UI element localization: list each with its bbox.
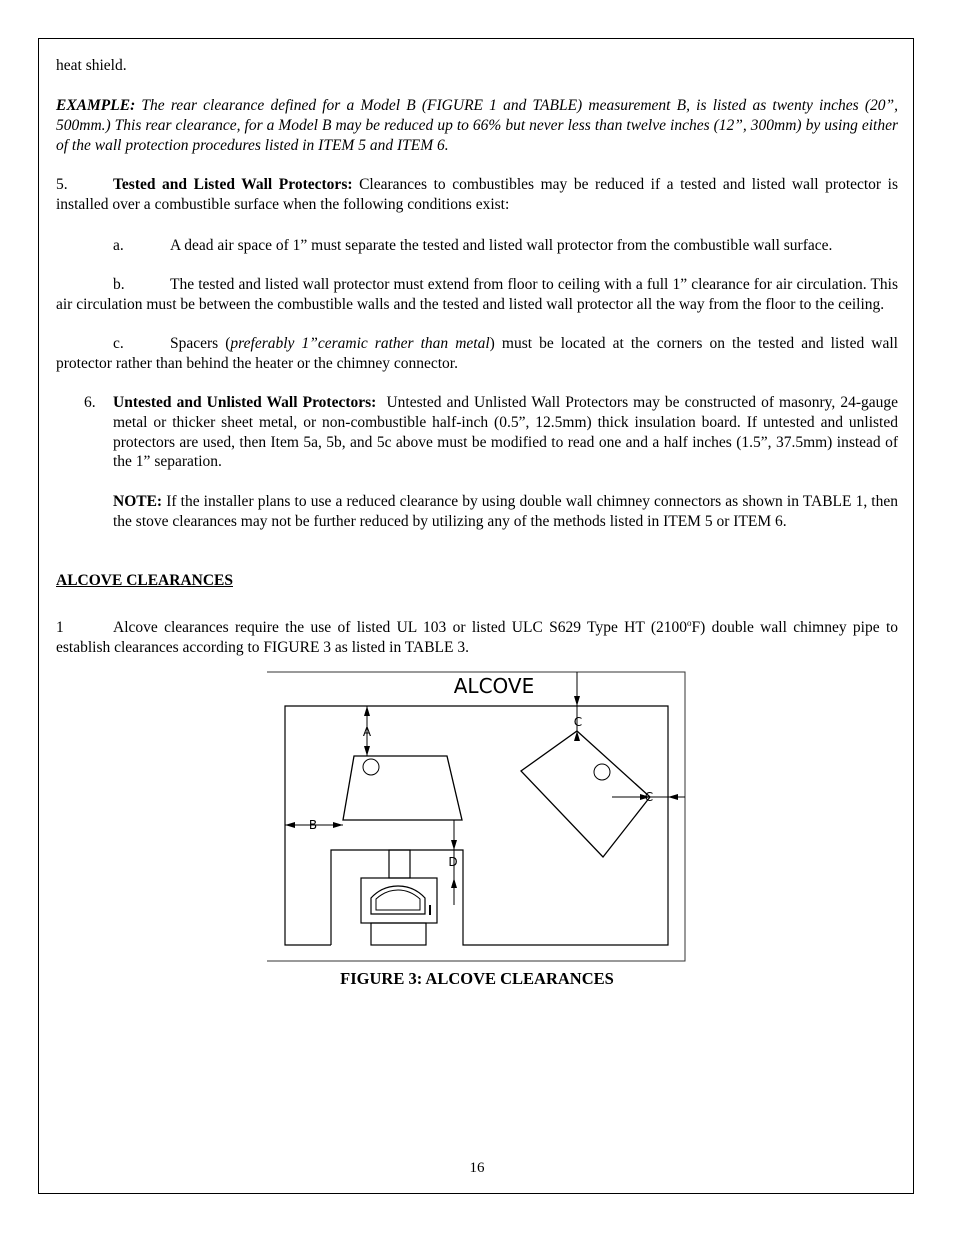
alcove-item1-number: 1 [56, 619, 64, 637]
item5c-label: c. [113, 335, 124, 352]
item5-text: Clearances to combustibles may be reduced if a tested and listed wall protector is installed over a combustible surface when the following conditions exist: [56, 176, 898, 213]
item5a-text: A dead air space of 1” must separate the tested and listed wall protector from the combustible wall surface. [170, 237, 833, 254]
item6-number: 6. [84, 394, 96, 411]
item5b-text: The tested and listed wall protector must extend from floor to ceiling with a full 1” clearance for air circulation. This air circulation must be between the combustible walls and the tested and listed wall protector all the way from the floor to the ceiling. [56, 276, 898, 313]
item5-number: 5. [56, 176, 68, 193]
note-text: If the installer plans to use a reduced clearance by using double wall chimney connectors as shown in TABLE 1, then the stove clearances may not be further reduced by utilizing any of the methods listed in ITEM 5 or ITEM 6. [113, 493, 898, 530]
item5a-label: a. [113, 237, 124, 254]
stove-a-shape [343, 756, 462, 820]
label-a: A [362, 725, 372, 739]
stove-a-flue [363, 759, 379, 775]
item5-title: Tested and Listed Wall Protectors: [113, 176, 353, 193]
item6-text: Untested and Unlisted Wall Protectors may be constructed of masonry, 24-gauge metal or thicker sheet metal, or non-combustible half-inch (0.5”, 12.5mm) thick insulation board. If untested and unlisted protectors are used, then Item 5a, 5b, and 5c above must be modified to read one and a half inches (1.5”, 37.5mm) instead of the 1” separation. [113, 394, 898, 471]
item5b-label: b. [113, 276, 125, 293]
fireplace-base [371, 923, 426, 945]
item6-title: Untested and Unlisted Wall Protectors: [113, 394, 377, 411]
fireplace-opening-inner [376, 890, 420, 910]
alcove-item1-text-post: F) double wall chimney pipe to establish clearances according to FIGURE 3 as listed in TABLE 3. [56, 619, 898, 656]
note-label: NOTE: [113, 493, 163, 510]
alcove-heading: ALCOVE CLEARANCES [56, 572, 233, 589]
alcove-wall-left-inner [331, 850, 454, 945]
heat-shield-text: heat shield. [56, 57, 127, 74]
figure-caption: FIGURE 3: ALCOVE CLEARANCES [340, 969, 614, 988]
stove-c-flue [594, 764, 610, 780]
label-b: B [308, 818, 318, 832]
stove-c-shape [521, 731, 650, 857]
degree-sup: o [687, 618, 692, 628]
example-text: The rear clearance defined for a Model B (FIGURE 1 and TABLE) measurement B, is listed as twenty inches (20”, 500mm.) This rear clearance, for a Model B may be reduced up to 66% but never less than twelve inches (12”, 300mm) by using either of the wall protection procedures listed in ITEM 5 and ITEM 6. [56, 97, 898, 154]
item5c-italic: preferably 1”ceramic rather than metal [230, 335, 490, 352]
chimney-box [389, 850, 410, 878]
page-number: 16 [469, 1160, 485, 1176]
alcove-item1-text-pre: Alcove clearances require the use of listed UL 103 or listed ULC S629 Type HT (2100 [113, 619, 688, 637]
example-label: EXAMPLE: [56, 97, 136, 114]
figure-frame [267, 672, 685, 961]
figure-title: ALCOVE [453, 674, 535, 698]
item5c-pre: Spacers ( [170, 335, 231, 352]
label-c-top: C [573, 715, 583, 729]
label-c-right: C [644, 790, 654, 804]
item5c-post: ) must be located at the corners on the tested and listed wall protector rather than behind the heater or the chimney connector. [56, 335, 898, 372]
label-d: D [448, 855, 458, 869]
